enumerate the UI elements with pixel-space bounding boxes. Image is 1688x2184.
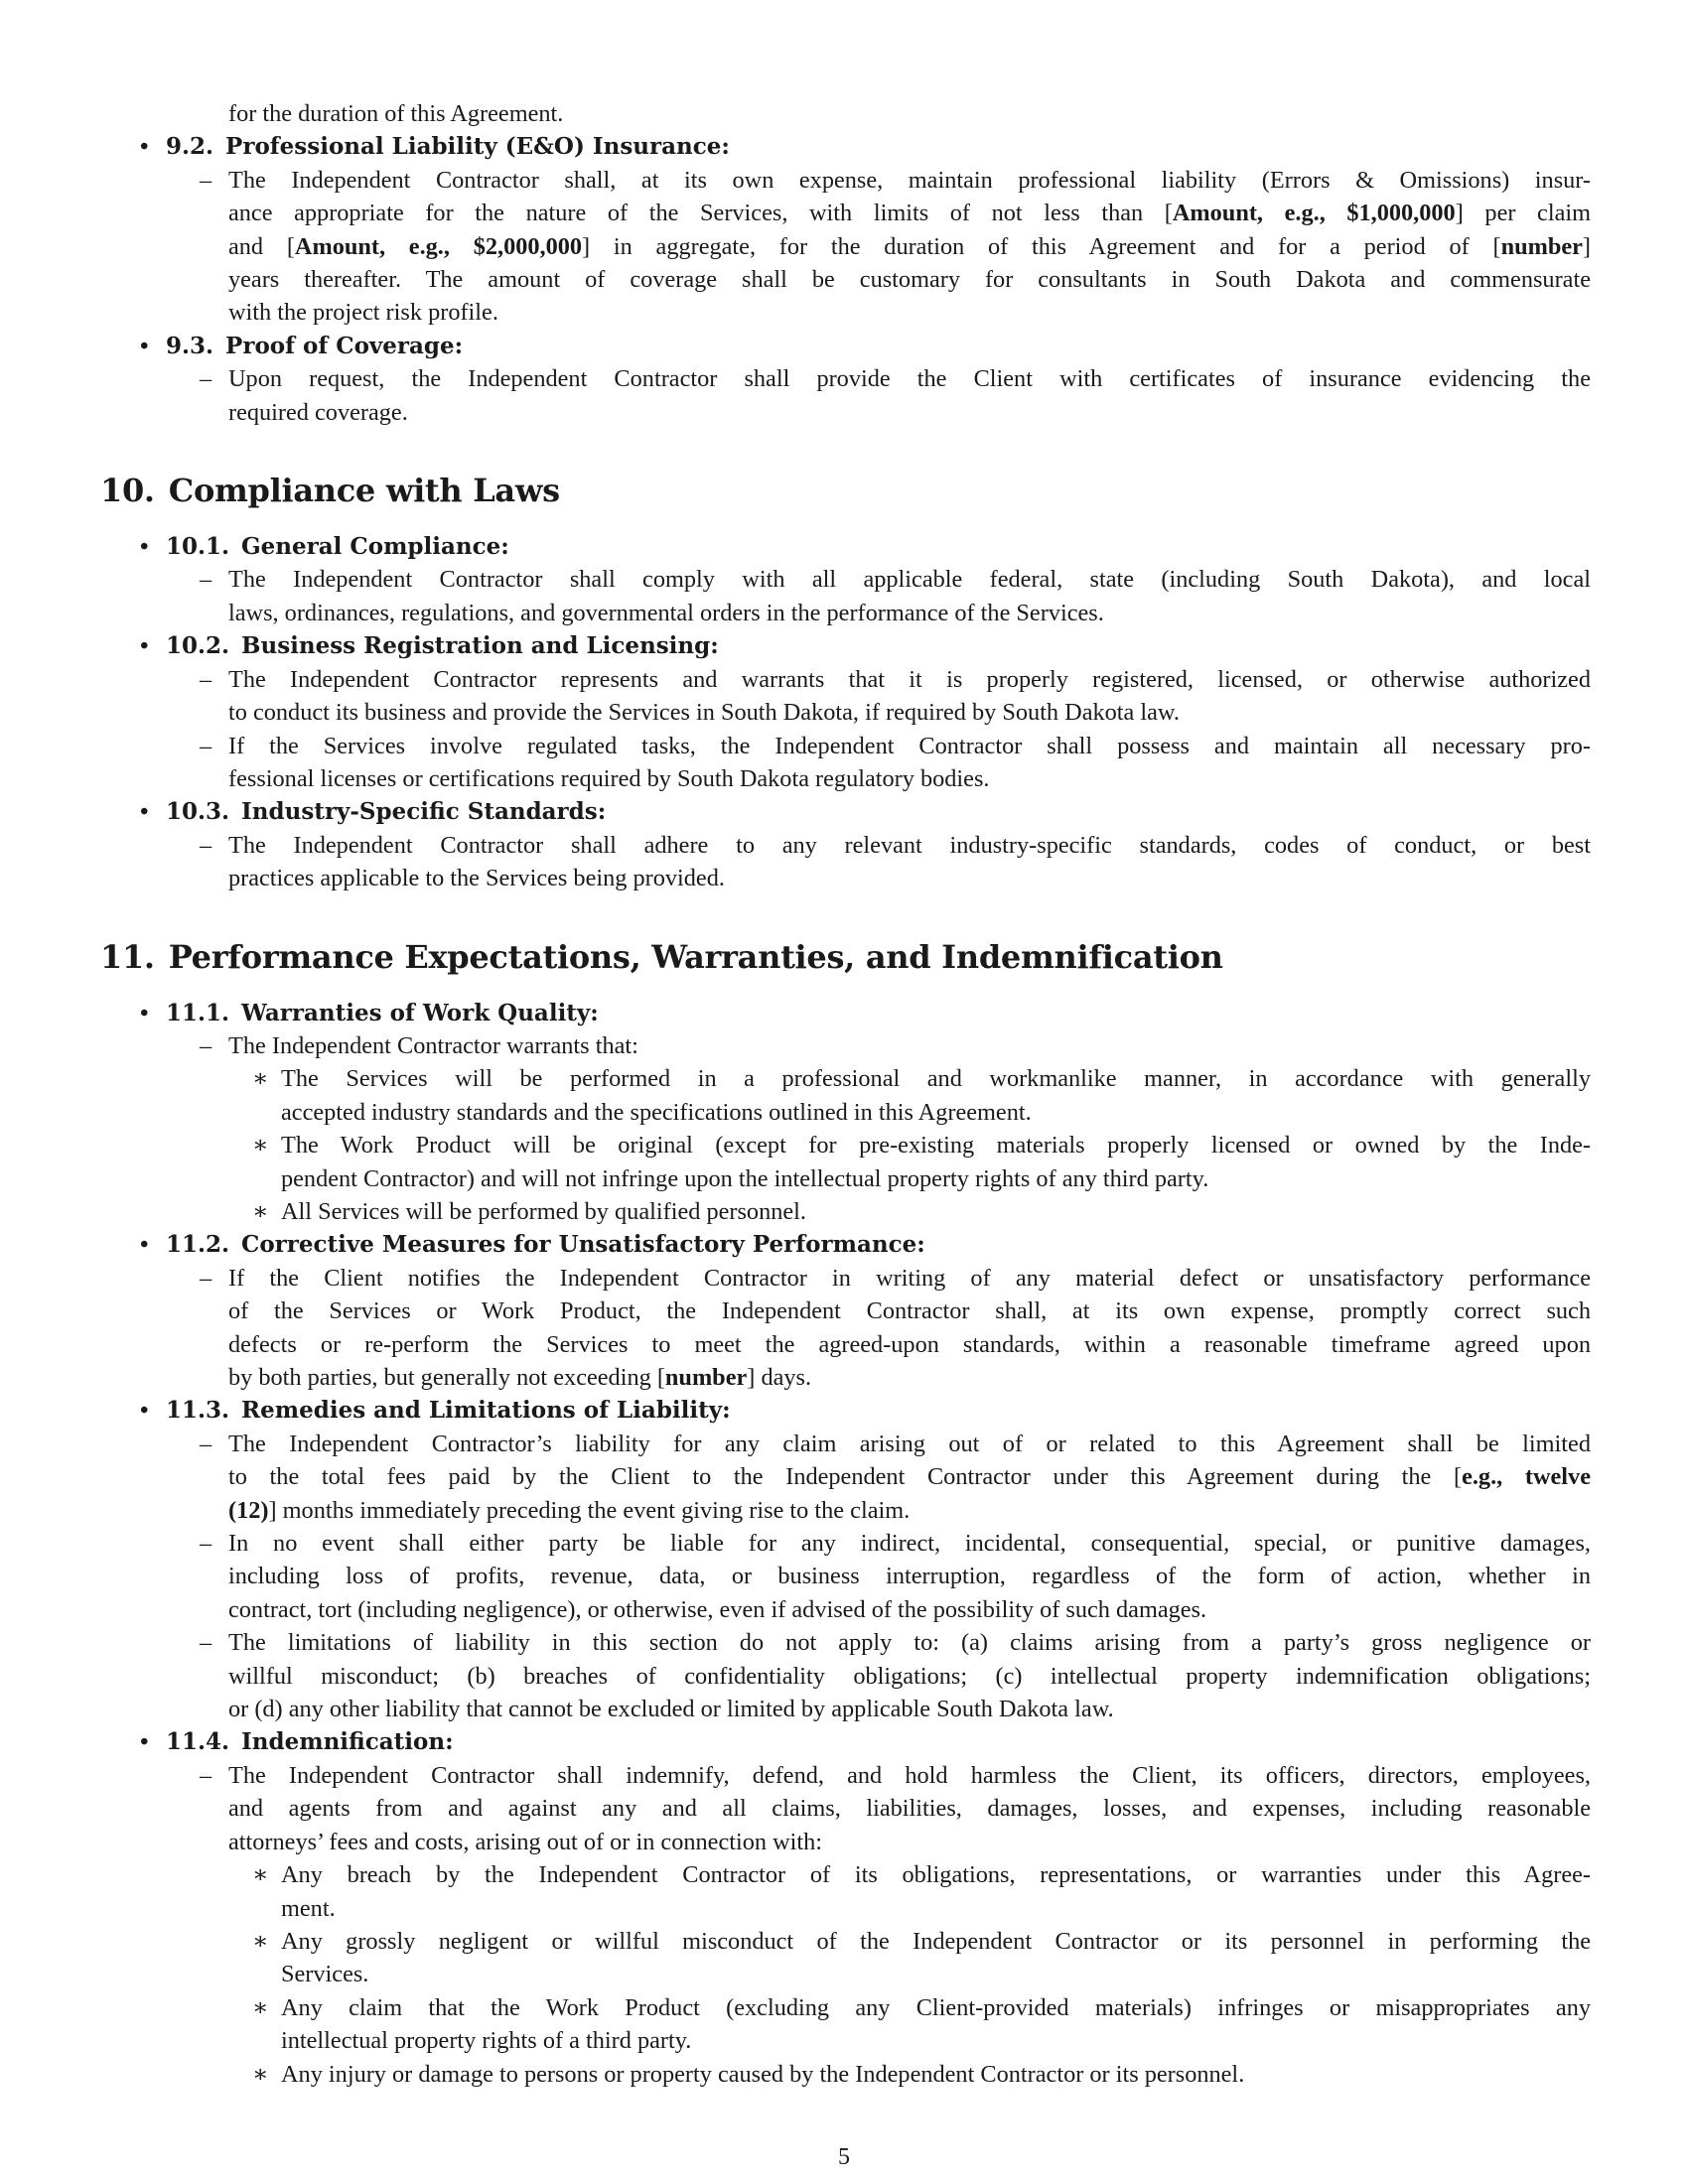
item-heading: 11.4. Indemnification: [166,1728,454,1756]
sub-bullet-11-4-3: ∗ Any claim that the Work Product (excluding any Client-provided materials) infringes or misappropriates any intellectual property rights of a third party. [0,1991,1688,2058]
item-heading: 10.3. Industry-Specific Standards: [166,798,607,826]
asterisk-icon: ∗ [252,1861,269,1889]
paragraph-11-3-1: – The Independent Contractor’s liability for any claim arising out of or related to this Agreement shall be limited to the total fees paid by the Client to the Independent Contractor under this Agreement during the [e.g., twelve (12)] months immediately preceding the event giving rise to the claim. [0,1428,1688,1527]
list-item-10-2 [0,629,1688,662]
continuation-text: for the duration of this Agreement. [228,100,564,127]
asterisk-icon: ∗ [252,1132,269,1160]
paragraph-10-2-2: – If the Services involve regulated tasks, the Independent Contractor shall possess and maintain all necessary pro- fessional licenses or certifications required by South Dakota regulatory bodies. [0,730,1688,796]
paragraph-9-3-1: – Upon request, the Independent Contractor shall provide the Client with certificates of insurance evidencing the required coverage. [0,362,1688,429]
bullet-icon: • [140,632,149,660]
item-heading: 9.3. Proof of Coverage: [166,332,464,359]
dash-icon: – [200,1264,212,1292]
dash-icon: – [200,665,212,693]
paragraph-11-1-1: – The Independent Contractor warrants that: [0,1029,1688,1062]
dash-icon: – [200,566,212,594]
asterisk-icon: ∗ [252,1065,269,1093]
paragraph-11-3-2: – In no event shall either party be liable for any indirect, incidental, consequential, special, or punitive damages, including loss of profits, revenue, data, or business interruption, regardless of the form of action, whether in contract, tort (including negligence), or otherwise, even if advised of the possibility of such damages. [0,1527,1688,1626]
bullet-icon: • [140,533,149,561]
list-item-11-2 [0,1228,1688,1261]
item-heading: 9.2. Professional Liability (E&O) Insurance: [166,133,730,161]
asterisk-icon: ∗ [252,1993,269,2021]
bullet-icon: • [140,1397,149,1425]
paragraph-10-3-1: – The Independent Contractor shall adhere to any relevant industry-specific standards, codes of conduct, or best practices applicable to the Services being provided. [0,829,1688,895]
dash-icon: – [200,732,212,759]
paragraph-9-2-1: – The Independent Contractor shall, at its own expense, maintain professional liability (Errors & Omissions) insur- ance appropriate for the nature of the Services, with limits of not less than [Amount, e.g., $1,000,000] per claim and [Amount, e.g., $2,000,000] in aggregate, for the duration of this Agreement and for a period of [number] years thereafter. The amount of coverage shall be customary for consultants in South Dakota and commensurate with the project risk profile. [0,164,1688,330]
dash-icon: – [200,166,212,194]
paragraph-11-4-1: – The Independent Contractor shall indemnify, defend, and hold harmless the Client, its officers, directors, employees, and agents from and against any and all claims, liabilities, damages, losses, and expenses, including reasonable attorneys’ fees and costs, arising out of or in connection with: [0,1759,1688,1858]
sub-bullet-11-4-2: ∗ Any grossly negligent or willful misconduct of the Independent Contractor or its personnel in performing the Services. [0,1925,1688,1991]
dash-icon: – [200,1761,212,1789]
sub-bullet-11-4-1: ∗ Any breach by the Independent Contractor of its obligations, representations, or warranties under this Agree- ment. [0,1858,1688,1925]
item-heading: 10.1. General Compliance: [166,533,509,561]
page-number: 5 [838,2144,850,2170]
list-item-11-4 [0,1725,1688,1758]
sub-bullet-11-4-4: ∗ Any injury or damage to persons or property caused by the Independent Contractor or its personnel. [0,2058,1688,2091]
paragraph-10-1-1: – The Independent Contractor shall comply with all applicable federal, state (including South Dakota), and local laws, ordinances, regulations, and governmental orders in the performance of the Services. [0,563,1688,629]
sub-bullet-11-1-1: ∗ The Services will be performed in a professional and workmanlike manner, in accordance with generally accepted industry standards and the specifications outlined in this Agreement. [0,1062,1688,1129]
dash-icon: – [200,1629,212,1657]
sub-bullet-11-1-3: ∗ All Services will be performed by qualified personnel. [0,1195,1688,1228]
bullet-icon: • [140,332,149,359]
list-item-11-3 [0,1394,1688,1427]
bullet-icon: • [140,999,149,1026]
section-heading-10: 10. Compliance with Laws [100,472,560,510]
section-heading-11: 11. Performance Expectations, Warranties, and Indemnification [100,937,1223,976]
bullet-icon: • [140,1231,149,1259]
bullet-icon: • [140,133,149,161]
list-item-9-3 [0,330,1688,362]
bullet-icon: • [140,1728,149,1756]
list-item-9-2 [0,130,1688,163]
dash-icon: – [200,1031,212,1059]
dash-icon: – [200,831,212,859]
bullet-icon: • [140,798,149,826]
paragraph-10-2-1: – The Independent Contractor represents and warrants that it is properly registered, licensed, or otherwise authorized to conduct its business and provide the Services in South Dakota, if required by South Dakota law. [0,663,1688,730]
asterisk-icon: ∗ [252,1927,269,1955]
list-item-11-1 [0,997,1688,1029]
dash-icon: – [200,1430,212,1457]
list-item-10-1 [0,530,1688,563]
item-heading: 10.2. Business Registration and Licensing: [166,632,719,660]
item-heading: 11.2. Corrective Measures for Unsatisfactory Performance: [166,1231,925,1259]
list-item-10-3 [0,795,1688,828]
paragraph-11-3-3: – The limitations of liability in this section do not apply to: (a) claims arising from a party’s gross negligence or willful misconduct; (b) breaches of confidentiality obligations; (c) intellectual property indemnification obligations; or (d) any other liability that cannot be excluded or limited by applicable South Dakota law. [0,1626,1688,1725]
dash-icon: – [200,1530,212,1558]
item-heading: 11.1. Warranties of Work Quality: [166,999,599,1026]
asterisk-icon: ∗ [252,1197,269,1225]
item-heading: 11.3. Remedies and Limitations of Liability: [166,1397,731,1425]
sub-bullet-11-1-2: ∗ The Work Product will be original (except for pre-existing materials properly licensed or owned by the Inde- pendent Contractor) and will not infringe upon the intellectual property rights of any third party. [0,1129,1688,1195]
dash-icon: – [200,365,212,393]
paragraph-11-2-1: – If the Client notifies the Independent Contractor in writing of any material defect or unsatisfactory performance of the Services or Work Product, the Independent Contractor shall, at its own expense, promptly correct such defects or re-perform the Services to meet the agreed-upon standards, within a reasonable timeframe agreed upon by both parties, but generally not exceeding [number] days. [0,1262,1688,1395]
asterisk-icon: ∗ [252,2060,269,2088]
